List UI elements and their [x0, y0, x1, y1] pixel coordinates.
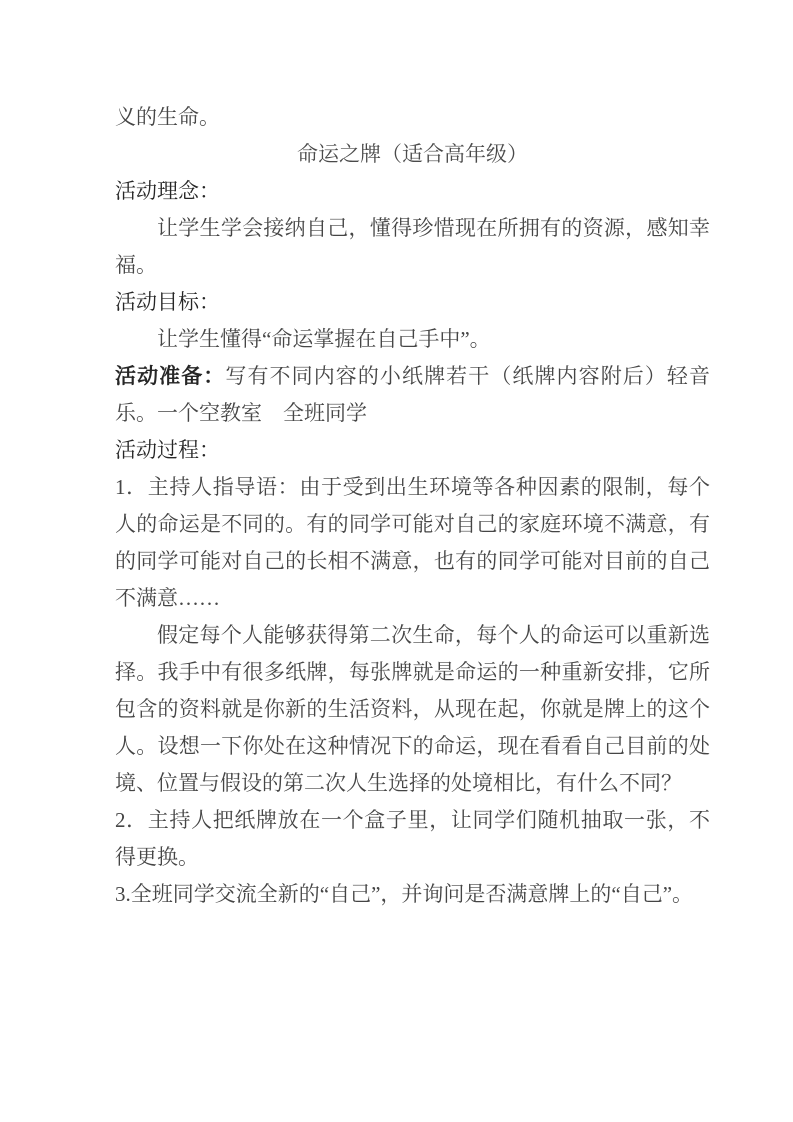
preparation-label: 活动准备： — [115, 364, 226, 388]
section-heading-concept: 活动理念： — [115, 179, 220, 203]
document-title: 命运之牌（适合高年级） — [297, 142, 528, 166]
process-step-2: 假定每个人能够获得第二次生命，每个人的命运可以重新选择。我手中有很多纸牌，每张牌就是命运的一种重新安排，它所包含的资料就是你新的生活资料，从现在起，你就是牌上的这个人。设想一下你处在这种情况下的命运，现在看看自己目前的处境、位置与假设的第二次人生选择的处境相比，有什么不同？ — [115, 623, 710, 795]
concept-paragraph: 让学生学会接纳自己，懂得珍惜现在所拥有的资源，感知幸福。 — [115, 216, 710, 277]
preparation-text: 写有不同内容的小纸牌若干（纸牌内容附后）轻音乐。一个空教室 全班同学 — [115, 364, 711, 425]
section-heading-goal: 活动目标： — [115, 290, 220, 314]
section-heading-process: 活动过程： — [115, 438, 220, 462]
process-step-1: 1．主持人指导语：由于受到出生环境等各种因素的限制，每个人的命运是不同的。有的同学可能对自己的家庭环境不满意，有的同学可能对自己的长相不满意，也有的同学可能对目前的自己不满意…… — [115, 475, 710, 610]
process-step-3: 2．主持人把纸牌放在一个盒子里，让同学们随机抽取一张，不得更换。 — [115, 808, 710, 869]
preparation-paragraph — [115, 358, 710, 432]
process-step-4: 3.全班同学交流全新的“自己”，并询问是否满意牌上的“自己”。 — [115, 882, 694, 906]
continuation-paragraph: 义的生命。 — [115, 105, 220, 129]
goal-paragraph: 让学生懂得“命运掌握在自己手中”。 — [157, 327, 491, 351]
